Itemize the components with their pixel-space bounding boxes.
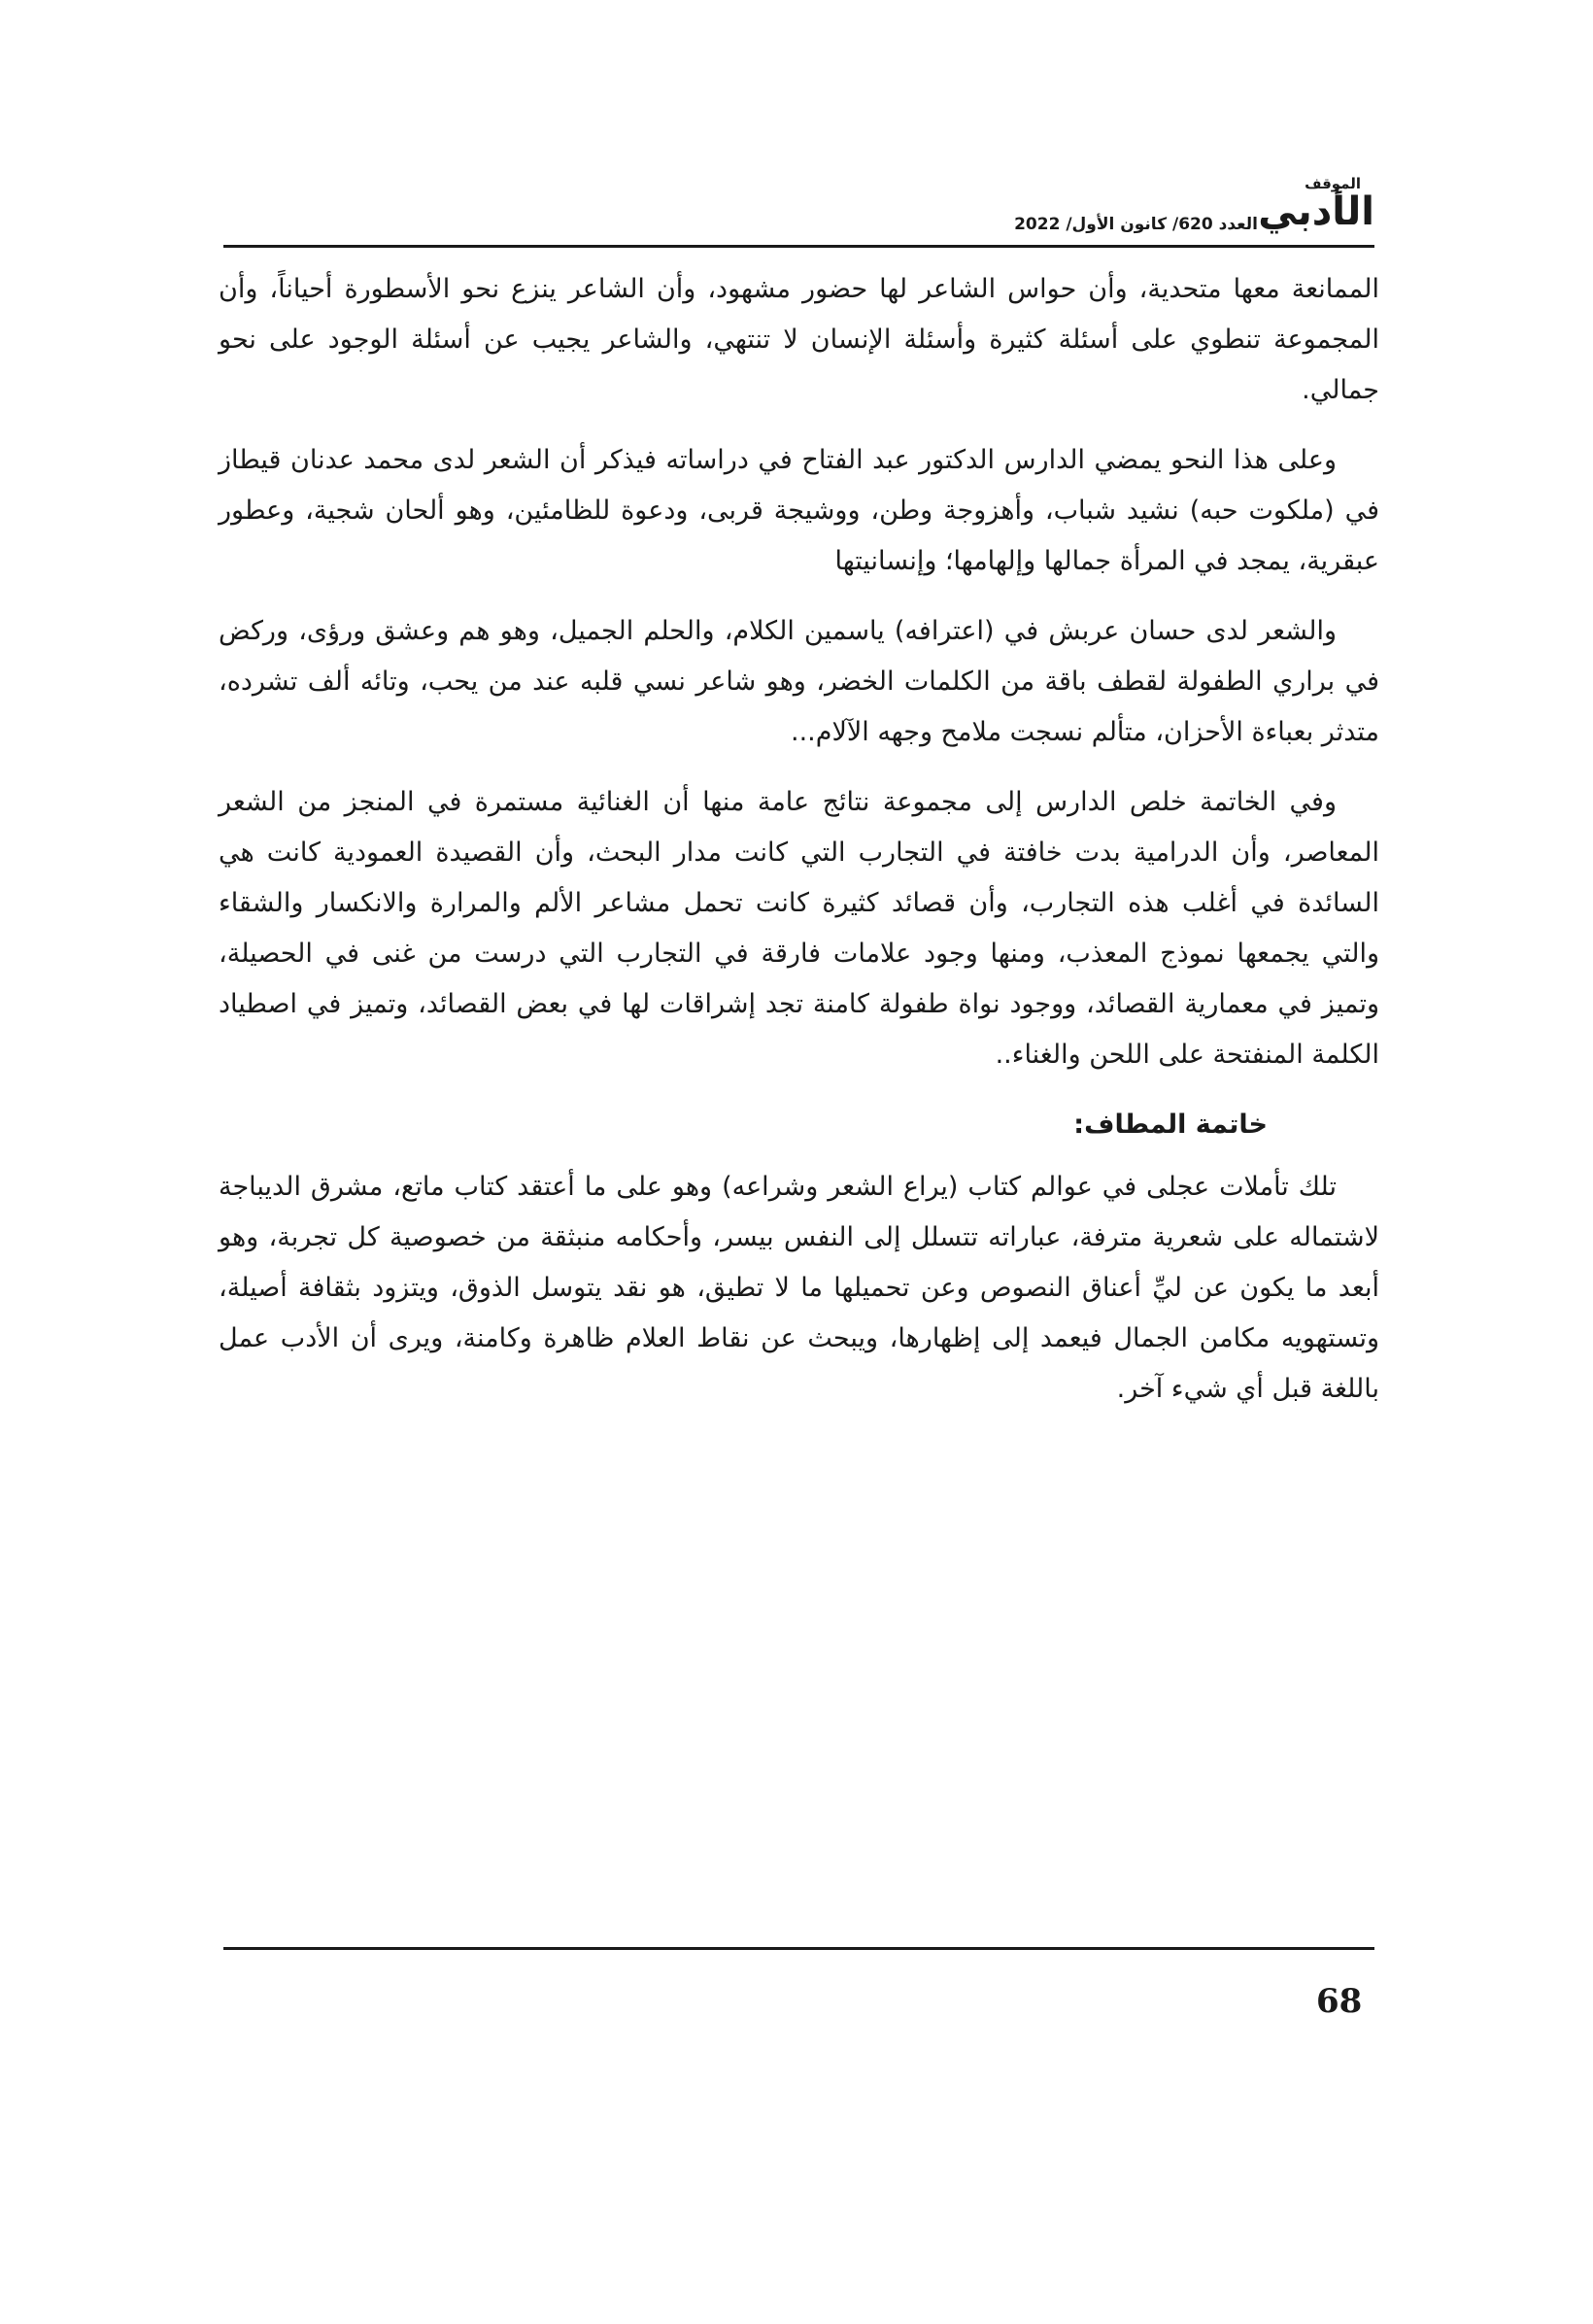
paragraph-2: وعلى هذا النحو يمضي الدارس الدكتور عبد الفتاح في دراساته فيذكر أن الشعر لدى محمد عدنان قيطاز في (ملكوت حبه) نشيد شباب، وأهزوجة وطن، ووشيجة قربى، ودعوة للظامئين، وهو ألحان شجية، وعطور عبقرية، يمجد في المرأة جمالها وإلهامها؛ وإنسانيتها (219, 445, 1379, 576)
paragraph-1: الممانعة معها متحدية، وأن حواس الشاعر لها حضور مشهود، وأن الشاعر ينزع نحو الأسطورة أحياناً، وأن المجموعة تنطوي على أسئلة كثيرة وأسئلة الإنسان لا تنتهي، والشاعر يجيب عن أسئلة الوجود على نحو جمالي. (219, 274, 1379, 405)
footer-rule (223, 1947, 1374, 1950)
logo-main-text: الأدبي (1258, 189, 1374, 234)
paragraph-3: والشعر لدى حسان عربش في (اعترافه) ياسمين الكلام، والحلم الجميل، وهو هم وعشق ورؤى، وركض في براري الطفولة لقطف باقة من الكلمات الخضر، وهو شاعر نسي قلبه عند من يحب، وتائه ألف تشرده، متدثر بعباءة الأحزان، متألم نسجت ملامح وجهه الآلام... (219, 616, 1379, 747)
closing-paragraph: تلك تأملات عجلى في عوالم كتاب (يراع الشعر وشراعه) وهو على ما أعتقد كتاب ماتع، مشرق الديباجة لاشتماله على شعرية مترفة، عباراته تتسلل إلى النفس بيسر، وأحكامه منبثقة من خصوصية كل تجربة، وهو أبعد ما يكون عن ليِّ أعناق النصوص وعن تحميلها ما لا تطيق، هو نقد يتوسل الذوق، ويتزود بثقافة أصيلة، وتستهويه مكامن الجمال فيعمد إلى إظهارها، ويبحث عن نقاط العلام ظاهرة وكامنة، ويرى أن الأدب عمل باللغة قبل أي شيء آخر. (219, 1172, 1379, 1404)
page-number: 68 (1316, 1982, 1363, 2021)
issue-info: العدد 620/ كانون الأول/ 2022 (1014, 215, 1258, 234)
page-header (223, 175, 1374, 245)
magazine-logo (1258, 175, 1374, 237)
paragraph-4: وفي الخاتمة خلص الدارس إلى مجموعة نتائج عامة منها أن الغنائية مستمرة في المنجز من الشعر المعاصر، وأن الدرامية بدت خافتة في التجارب التي كانت مدار البحث، وأن القصيدة العمودية كانت هي السائدة في أغلب هذه التجارب، وأن قصائد كثيرة كانت تحمل مشاعر الألم والمرارة والانكسار والشقاء والتي يجمعها نموذج المعذب، ومنها وجود علامات فارقة في التجارب التي درست من غنى في الحصيلة، وتميز في معمارية القصائد، ووجود نواة طفولة كامنة تجد إشراقات لها في بعض القصائد، وتميز في اصطياد الكلمة المنفتحة على اللحن والغناء.. (219, 787, 1379, 1070)
logo-small-text: الموقف (1305, 175, 1361, 192)
header-rule (223, 245, 1374, 248)
article-body (219, 264, 1379, 1434)
section-heading: خاتمة المطاف: (1073, 1110, 1268, 1140)
